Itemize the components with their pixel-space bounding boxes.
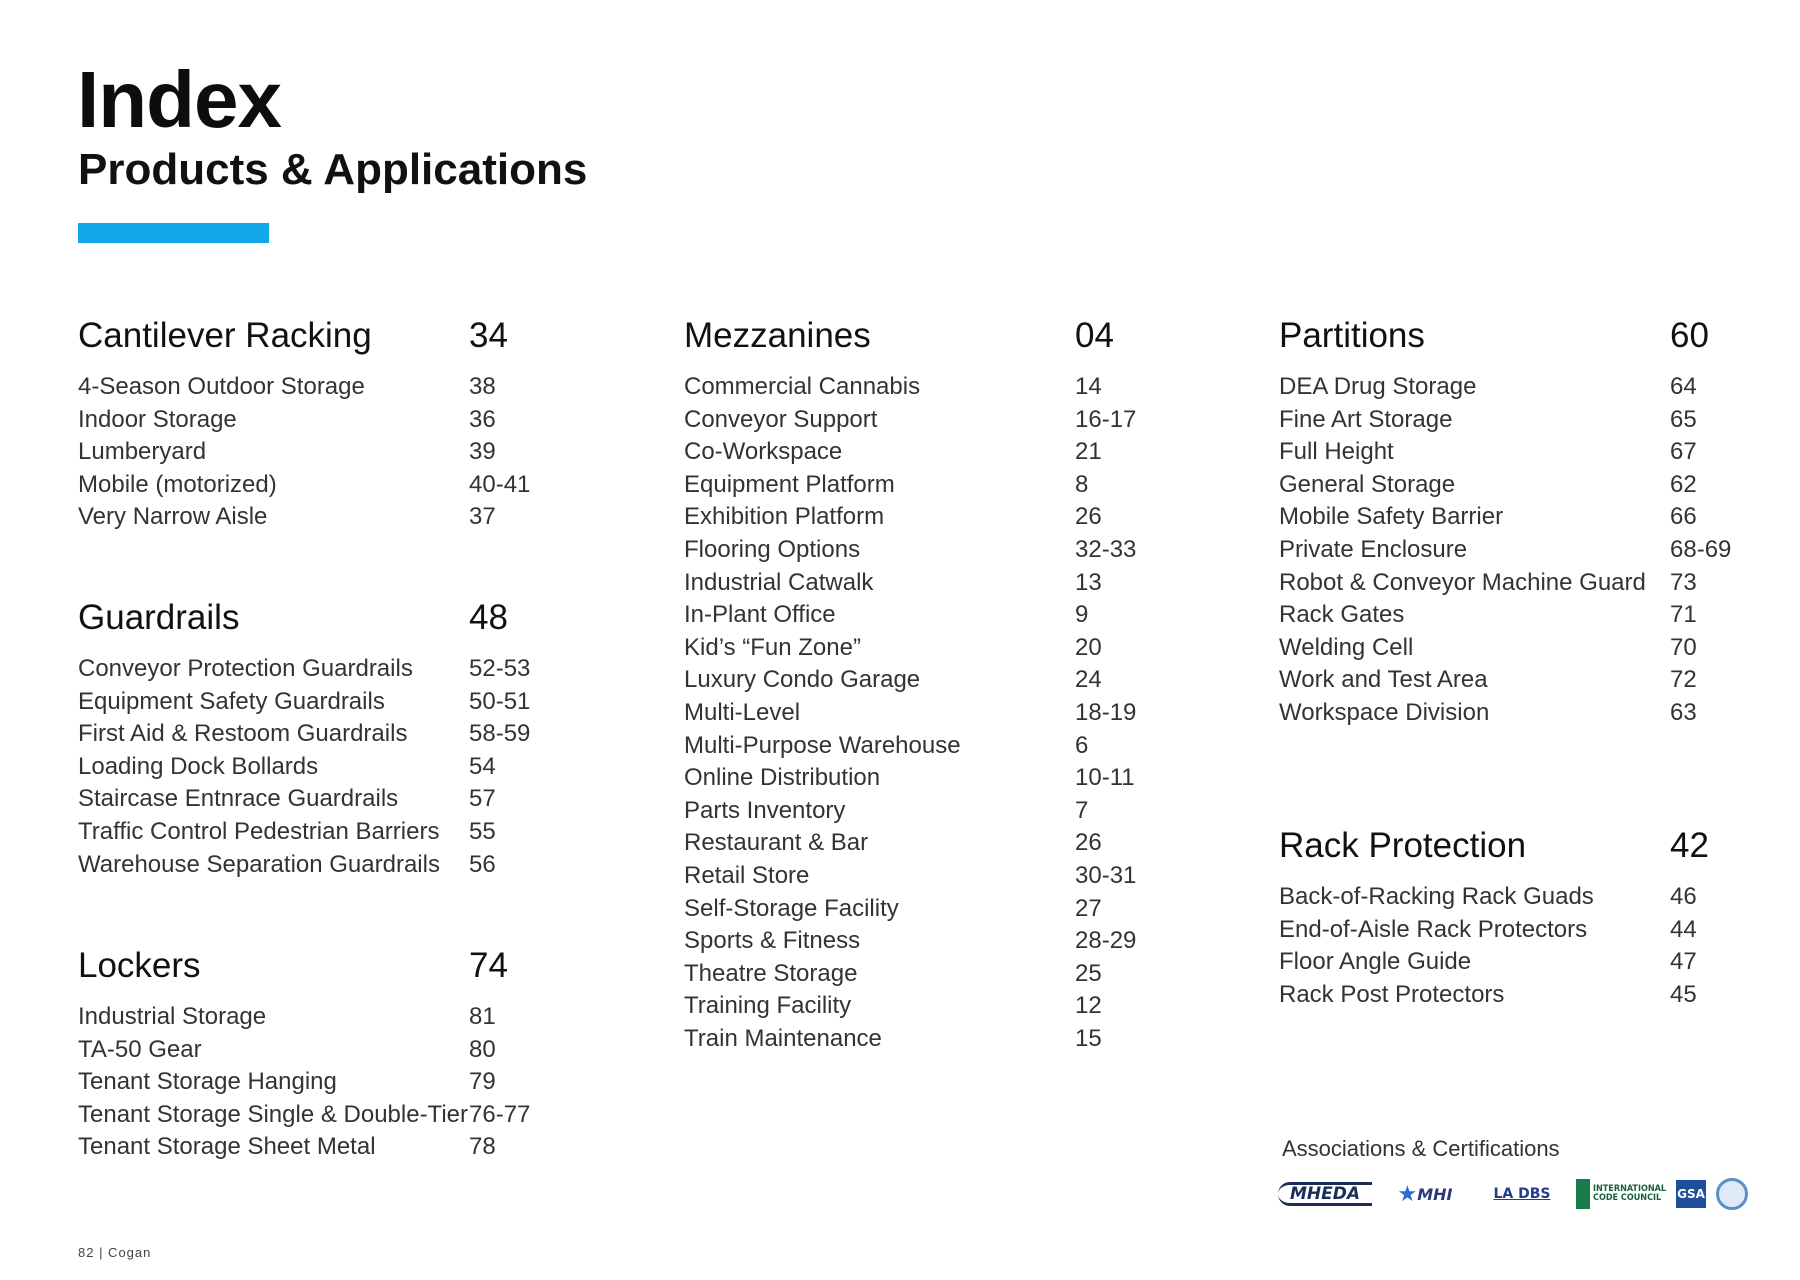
index-entry (1279, 914, 1779, 947)
entry-label: General Storage (1279, 470, 1456, 498)
entry-label: Tenant Storage Single & Double-Tier (78, 1100, 468, 1128)
index-entry (1279, 534, 1779, 567)
entry-label: Multi-Purpose Warehouse (684, 731, 961, 759)
index-entry (1279, 881, 1779, 914)
entry-page-number: 67 (1670, 438, 1697, 466)
entry-label: Tenant Storage Sheet Metal (78, 1133, 376, 1161)
entry-label: Kid’s “Fun Zone” (684, 633, 861, 661)
index-entry (78, 1034, 598, 1067)
gsa-logo: GSA (1676, 1180, 1706, 1208)
entry-page-number: 50-51 (469, 687, 531, 715)
section-page: 34 (469, 316, 508, 355)
entry-page-number: 37 (469, 503, 496, 531)
entry-page-number: 16-17 (1075, 405, 1137, 433)
entry-page-number: 6 (1075, 731, 1089, 759)
index-entry (684, 371, 1204, 404)
index-entry (1279, 501, 1779, 534)
entry-page-number: 39 (469, 438, 496, 466)
section-partitions (1279, 313, 1779, 730)
entry-label: Very Narrow Aisle (78, 503, 268, 531)
entry-label: Industrial Storage (78, 1003, 267, 1030)
entry-label: Online Distribution (684, 764, 881, 792)
entry-label: Work and Test Area (1279, 666, 1488, 694)
index-entry (78, 371, 598, 404)
entry-label: Traffic Control Pedestrian Barriers (78, 817, 440, 845)
index-entry (684, 925, 1204, 958)
index-entry (78, 1001, 598, 1034)
index-entry (684, 404, 1204, 437)
index-entry (78, 783, 598, 816)
entry-label: Tenant Storage Hanging (78, 1068, 337, 1096)
index-entry (684, 893, 1204, 926)
entry-page-number: 46 (1670, 883, 1697, 910)
entry-label: Industrial Catwalk (684, 568, 874, 596)
entry-page-number: 12 (1075, 992, 1102, 1020)
entry-label: Robot & Conveyor Machine Guard (1279, 568, 1646, 596)
index-entry (1279, 979, 1779, 1012)
entry-page-number: 57 (469, 785, 496, 813)
index-entry (684, 1023, 1204, 1056)
section-mezzanines (684, 313, 1204, 1055)
entry-label: Welding Cell (1279, 633, 1414, 661)
section-title: Lockers (78, 946, 201, 985)
entry-label: Commercial Cannabis (684, 373, 921, 400)
entry-page-number: 80 (469, 1035, 496, 1063)
index-entry (1279, 664, 1779, 697)
entry-label: Exhibition Platform (684, 503, 885, 531)
section-title: Cantilever Racking (78, 316, 372, 355)
entry-label: Rack Post Protectors (1279, 980, 1505, 1008)
entry-page-number: 56 (469, 850, 496, 878)
entry-page-number: 26 (1075, 829, 1102, 857)
index-entry (78, 751, 598, 784)
index-entry (684, 730, 1204, 763)
index-entry (1279, 404, 1779, 437)
entry-label: Loading Dock Bollards (78, 752, 319, 780)
mhi-logo-text: MHI (1417, 1184, 1453, 1204)
entry-label: Equipment Platform (684, 470, 895, 498)
entry-label: Staircase Entnrace Guardrails (78, 785, 399, 813)
index-entry (1279, 632, 1779, 665)
section-cantilever-racking (78, 313, 598, 534)
entry-label: Flooring Options (684, 535, 861, 563)
index-entry (78, 436, 598, 469)
page-footer: 82 | Cogan (78, 1245, 152, 1260)
index-entry (684, 664, 1204, 697)
index-entry (684, 632, 1204, 665)
section-title: Rack Protection (1279, 826, 1527, 865)
entry-label: First Aid & Restoom Guardrails (78, 720, 408, 748)
entry-page-number: 15 (1075, 1024, 1102, 1052)
index-entry (684, 469, 1204, 502)
entry-page-number: 44 (1670, 915, 1697, 943)
entry-label: Fine Art Storage (1279, 405, 1453, 433)
section-guardrails (78, 595, 598, 881)
page-title: Index (77, 55, 281, 144)
entry-label: Floor Angle Guide (1279, 948, 1472, 976)
index-entry (684, 958, 1204, 991)
entry-page-number: 18-19 (1075, 698, 1137, 726)
index-entry (684, 762, 1204, 795)
entry-label: Mobile (motorized) (78, 470, 277, 498)
index-entry (684, 599, 1204, 632)
entry-page-number: 14 (1075, 373, 1102, 400)
entry-page-number: 38 (469, 373, 496, 400)
page-subtitle: Products & Applications (78, 145, 588, 194)
section-rack-protection (1279, 823, 1779, 1011)
entry-page-number: 47 (1670, 948, 1697, 976)
entry-page-number: 79 (469, 1068, 496, 1096)
index-entry (78, 816, 598, 849)
entry-page-number: 54 (469, 752, 496, 780)
entry-page-number: 66 (1670, 503, 1697, 531)
section-title: Guardrails (78, 598, 240, 637)
index-entry (78, 404, 598, 437)
associations-title: Associations & Certifications (1282, 1136, 1560, 1161)
entry-label: Mobile Safety Barrier (1279, 503, 1504, 531)
index-entry (1279, 436, 1779, 469)
entry-label: In-Plant Office (684, 601, 836, 629)
section-page: 04 (1075, 316, 1114, 355)
entry-page-number: 9 (1075, 601, 1089, 629)
entry-page-number: 21 (1075, 438, 1102, 466)
entry-label: Self-Storage Facility (684, 894, 899, 922)
entry-page-number: 52-53 (469, 655, 531, 682)
index-entry (684, 534, 1204, 567)
entry-page-number: 26 (1075, 503, 1102, 531)
section-page: 48 (469, 598, 508, 637)
entry-page-number: 55 (469, 817, 496, 845)
entry-page-number: 71 (1670, 601, 1697, 629)
mheda-logo: MHEDA (1278, 1182, 1372, 1206)
index-entry (78, 653, 598, 686)
entry-label: Retail Store (684, 861, 810, 889)
entry-page-number: 7 (1075, 796, 1089, 824)
section-title: Mezzanines (684, 316, 871, 355)
entry-label: Equipment Safety Guardrails (78, 687, 385, 715)
accent-bar (78, 223, 269, 243)
entry-label: Back-of-Racking Rack Guads (1279, 883, 1594, 910)
section-lockers (78, 943, 598, 1164)
index-entry (1279, 697, 1779, 730)
entry-page-number: 10-11 (1075, 764, 1135, 792)
entry-page-number: 58-59 (469, 720, 531, 748)
entry-page-number: 20 (1075, 633, 1102, 661)
entry-label: Train Maintenance (684, 1024, 882, 1052)
icc-logo: INTERNATIONAL CODE COUNCIL (1576, 1179, 1666, 1209)
entry-label: Full Height (1279, 438, 1394, 466)
index-entry (78, 686, 598, 719)
index-entry (684, 795, 1204, 828)
seal-logo (1716, 1178, 1748, 1210)
entry-page-number: 27 (1075, 894, 1102, 922)
entry-label: Conveyor Support (684, 405, 878, 433)
index-entry (684, 501, 1204, 534)
index-entry (78, 849, 598, 882)
entry-page-number: 8 (1075, 470, 1089, 498)
index-entry (684, 990, 1204, 1023)
section-page: 74 (469, 946, 508, 985)
entry-page-number: 63 (1670, 698, 1697, 726)
index-entry (78, 718, 598, 751)
entry-label: Warehouse Separation Guardrails (78, 850, 440, 878)
index-entry (1279, 567, 1779, 600)
entry-label: Conveyor Protection Guardrails (78, 655, 413, 682)
entry-label: Training Facility (684, 992, 852, 1020)
mhi-logo: ★ MHI (1397, 1181, 1453, 1207)
index-entry (684, 827, 1204, 860)
entry-label: Theatre Storage (684, 959, 858, 987)
entry-page-number: 30-31 (1075, 861, 1137, 889)
entry-page-number: 40-41 (469, 470, 531, 498)
index-entry (684, 697, 1204, 730)
entry-page-number: 24 (1075, 666, 1102, 694)
index-entry (78, 1131, 598, 1164)
entry-label: 4-Season Outdoor Storage (78, 373, 365, 400)
entry-label: Indoor Storage (78, 405, 237, 433)
ladbs-logo: LA DBS (1493, 1186, 1551, 1202)
entry-label: Rack Gates (1279, 601, 1405, 629)
index-entry (78, 1066, 598, 1099)
entry-page-number: 65 (1670, 405, 1697, 433)
index-entry (1279, 469, 1779, 502)
entry-page-number: 36 (469, 405, 496, 433)
entry-label: DEA Drug Storage (1279, 373, 1477, 400)
entry-page-number: 76-77 (469, 1100, 531, 1128)
entry-label: Private Enclosure (1279, 535, 1468, 563)
section-page: 60 (1670, 316, 1709, 355)
entry-label: End-of-Aisle Rack Protectors (1279, 915, 1588, 943)
entry-page-number: 62 (1670, 470, 1697, 498)
entry-label: Luxury Condo Garage (684, 666, 921, 694)
entry-page-number: 81 (469, 1003, 496, 1030)
index-entry (684, 436, 1204, 469)
entry-label: Restaurant & Bar (684, 829, 869, 857)
section-page: 42 (1670, 826, 1709, 865)
index-entry (1279, 371, 1779, 404)
entry-page-number: 78 (469, 1133, 496, 1161)
index-entry (78, 501, 598, 534)
entry-label: Co-Workspace (684, 438, 843, 466)
index-entry (1279, 599, 1779, 632)
entry-page-number: 28-29 (1075, 927, 1137, 955)
entry-page-number: 64 (1670, 373, 1697, 400)
entry-label: Multi-Level (684, 698, 801, 726)
index-entry (78, 1099, 598, 1132)
index-entry (684, 860, 1204, 893)
entry-page-number: 13 (1075, 568, 1102, 596)
entry-page-number: 68-69 (1670, 535, 1732, 563)
entry-page-number: 73 (1670, 568, 1697, 596)
entry-label: Parts Inventory (684, 796, 846, 824)
entry-label: Lumberyard (78, 438, 207, 466)
entry-label: Workspace Division (1279, 698, 1490, 726)
entry-label: TA-50 Gear (78, 1035, 202, 1063)
entry-page-number: 70 (1670, 633, 1697, 661)
entry-page-number: 72 (1670, 666, 1697, 694)
entry-page-number: 45 (1670, 980, 1697, 1008)
section-title: Partitions (1279, 316, 1425, 355)
index-entry (684, 567, 1204, 600)
entry-label: Sports & Fitness (684, 927, 861, 955)
association-logos (1278, 1176, 1748, 1212)
index-entry (1279, 946, 1779, 979)
entry-page-number: 32-33 (1075, 535, 1137, 563)
index-entry (78, 469, 598, 502)
entry-page-number: 25 (1075, 959, 1102, 987)
